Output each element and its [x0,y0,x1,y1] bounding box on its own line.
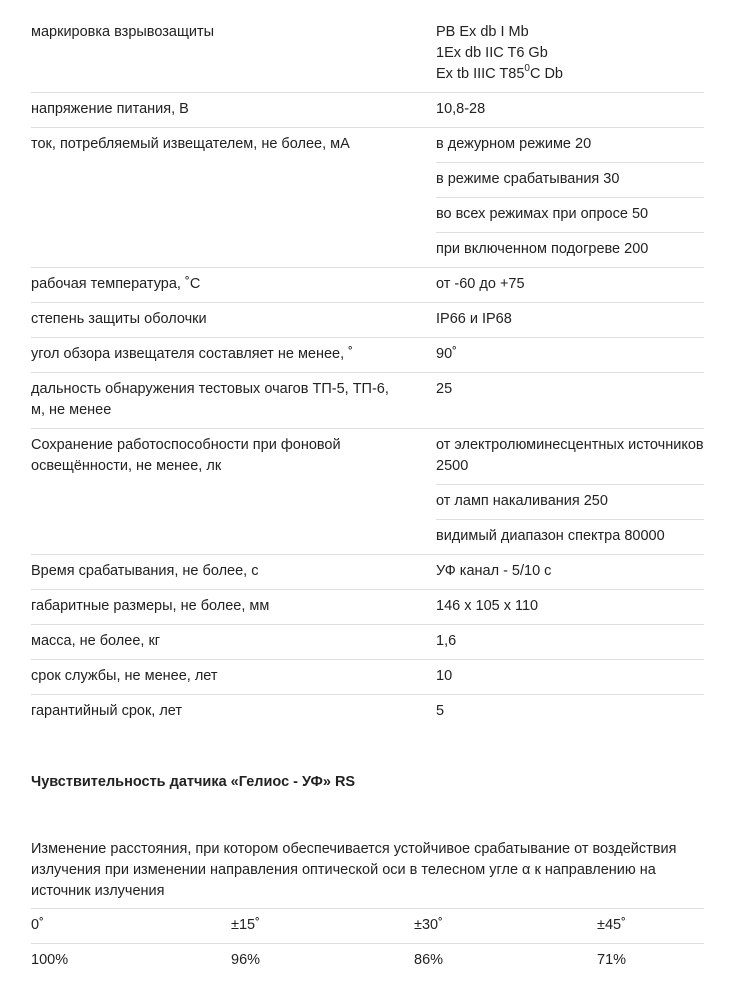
percent-cell: 100% [31,952,69,968]
spec-label-cell [31,303,413,337]
spec-row [31,128,704,268]
spec-label: Время срабатывания, не более, с [31,563,259,579]
spec-value: IP66 и IP68 [436,311,512,327]
spec-label-cell [31,695,413,729]
spec-label-cell [31,373,413,428]
spec-label-cell [31,660,413,694]
superscript: 0 [524,63,530,75]
spec-value-line: 1Ex db IIC T6 Gb [436,45,548,61]
percent-cell: 86% [414,952,444,968]
percent-cell: 96% [231,952,261,968]
spec-values [413,303,704,337]
spec-values [413,128,704,267]
angle-cell: ±15˚ [231,917,260,933]
percent-cell: 71% [597,952,627,968]
spec-label: маркировка взрывозащиты [31,24,215,40]
spec-row [31,303,704,338]
spec-values [413,555,704,589]
percent-row [31,943,704,978]
spec-value: в режиме срабатывания 30 [436,163,704,198]
spec-label-cell [31,555,413,589]
spec-values [413,268,704,302]
spec-row [31,373,704,429]
spec-value: 10,8-28 [436,101,486,117]
spec-value-line: РВ Ex db I Mb [436,24,529,40]
spec-row [31,429,704,555]
spec-row [31,93,704,128]
spec-value: при включенном подогреве 200 [436,241,649,257]
spec-row [31,625,704,660]
spec-value: 90˚ [436,346,457,362]
spec-value-text: Ex tb IIIC T85 [436,66,525,82]
spec-label-cell [31,429,413,554]
spec-value: от ламп накаливания 250 [436,485,704,520]
spec-values [413,660,704,694]
spec-value: от -60 до +75 [436,276,525,292]
spec-label-cell [31,16,413,92]
spec-row [31,660,704,695]
spec-value: 25 [436,381,453,397]
spec-value-line [436,64,704,85]
specs-table [31,16,704,729]
angle-cell: ±30˚ [414,917,443,933]
spec-values [413,695,704,729]
spec-label-cell [31,625,413,659]
spec-label-cell [31,268,413,302]
spec-value: от электролюминесцентных источников 2500 [436,429,704,485]
spec-values [413,373,704,428]
spec-row [31,16,704,93]
angle-cell: ±45˚ [597,917,626,933]
spec-row [31,695,704,729]
angle-cell: 0˚ [31,917,44,933]
spec-value: во всех режимах при опросе 50 [436,198,704,233]
spec-value: видимый диапазон спектра 80000 [436,528,665,544]
spec-values [413,429,704,554]
spec-label-cell [31,128,413,267]
spec-label: угол обзора извещателя составляет не менее, ˚ [31,346,354,362]
spec-values [413,590,704,624]
spec-value: 5 [436,703,445,719]
spec-label: масса, не более, кг [31,633,161,649]
spec-value [436,16,704,92]
spec-label: Сохранение работоспособности при фоновой освещённости, не менее, лк [31,437,341,474]
spec-values [413,625,704,659]
spec-label: габаритные размеры, не более, мм [31,598,270,614]
spec-label: ток, потребляемый извещателем, не более, мА [31,136,350,152]
spec-value: 10 [436,668,453,684]
spec-label-cell [31,338,413,372]
spec-value: 146 x 105 x 110 [436,598,539,614]
spec-label: напряжение питания, В [31,101,189,117]
spec-values [413,338,704,372]
spec-row [31,555,704,590]
spec-row [31,590,704,625]
spec-label: дальность обнаружения тестовых очагов ТП-5, ТП-6, м, не менее [31,381,389,418]
spec-label-cell [31,93,413,127]
sensitivity-description: Изменение расстояния, при котором обеспечивается устойчивое срабатывание от воздействия излучения при изменении направления оптической оси в телесном угле α к направлению на источник излучения [31,841,677,899]
spec-values [413,93,704,127]
spec-value: 1,6 [436,633,457,649]
section-title: Чувствительность датчика «Гелиос - УФ» RS [31,774,356,790]
angle-row [31,908,704,943]
sensitivity-table [31,908,704,978]
spec-value-text: C Db [529,66,563,82]
spec-label-cell [31,590,413,624]
spec-values [413,16,704,92]
spec-label: гарантийный срок, лет [31,703,183,719]
spec-value: в дежурном режиме 20 [436,128,704,163]
spec-value: УФ канал - 5/10 с [436,563,552,579]
spec-label: срок службы, не менее, лет [31,668,218,684]
spec-row [31,268,704,303]
spec-label: рабочая температура, ˚С [31,276,201,292]
spec-row [31,338,704,373]
spec-label: степень защиты оболочки [31,311,207,327]
